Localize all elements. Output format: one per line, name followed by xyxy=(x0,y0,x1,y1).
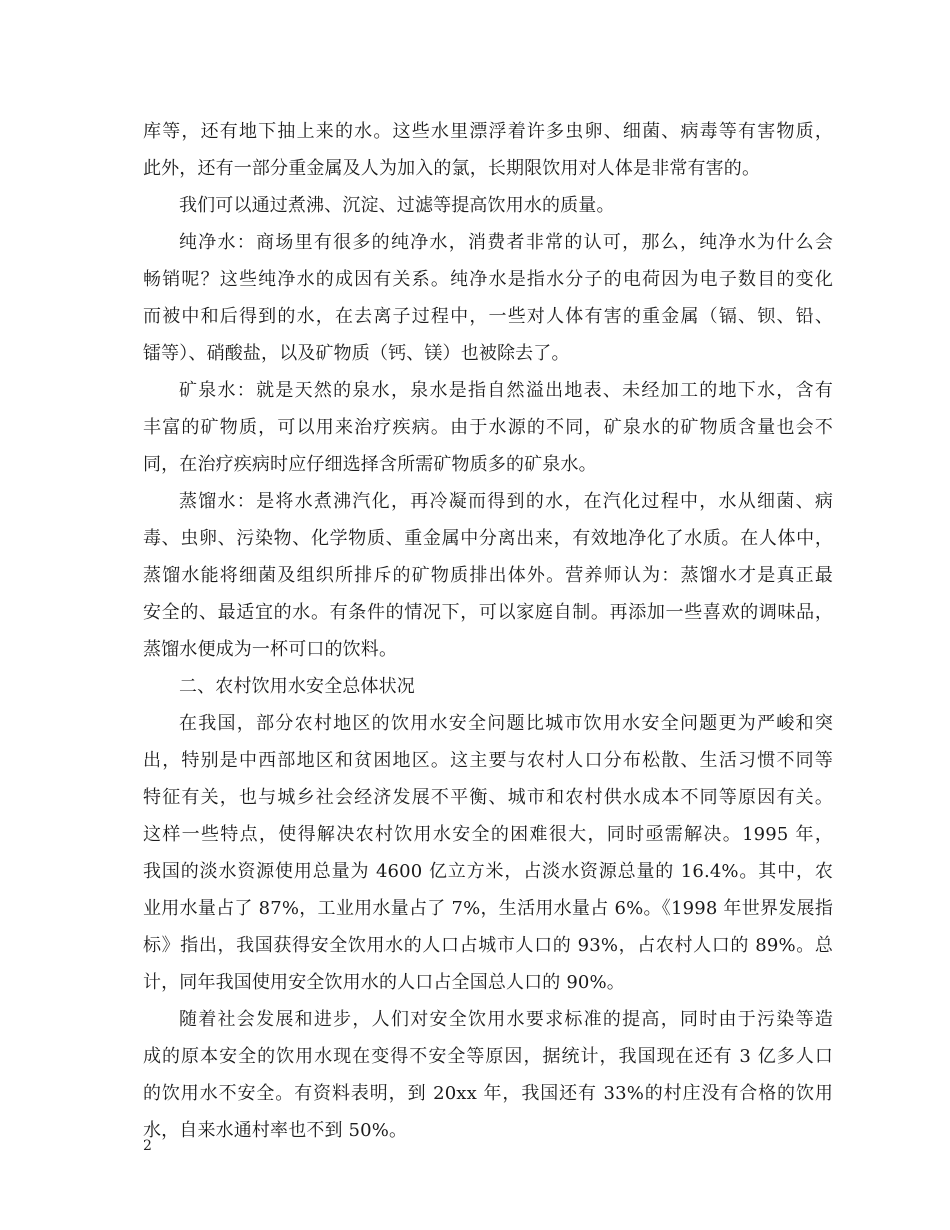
paragraph-statistics xyxy=(143,1001,833,1149)
text-line: 库等，还有地下抽上来的水。这些水里漂浮着许多虫卵、细菌、病毒等有害物质， xyxy=(143,121,833,142)
text-line: 水，自来水通村率也不到 50%。 xyxy=(143,1120,408,1141)
text-line: 而被中和后得到的水，在去离子过程中，一些对人体有害的重金属（镉、钡、铅、 xyxy=(143,306,833,327)
text-line: 此外，还有一部分重金属及人为加入的氯，长期限饮用对人体是非常有害的。 xyxy=(143,158,761,179)
text-line: 随着社会发展和进步，人们对安全饮用水要求标准的提高，同时由于污染等造 xyxy=(179,1009,833,1030)
body-text xyxy=(143,113,833,1149)
page-number: 2 xyxy=(143,1138,152,1154)
text-line: 纯净水：商场里有很多的纯净水，消费者非常的认可，那么，纯净水为什么会 xyxy=(179,232,833,253)
text-line: 蒸馏水能将细菌及组织所排斥的矿物质排出体外。营养师认为：蒸馏水才是真正最 xyxy=(143,565,833,586)
paragraph-rural-overview xyxy=(143,705,833,1001)
text-line: 蒸馏水：是将水煮沸汽化，再冷凝而得到的水，在汽化过程中，水从细菌、病 xyxy=(179,491,833,512)
text-line: 镭等）、硝酸盐，以及矿物质（钙、镁）也被除去了。 xyxy=(143,343,570,364)
text-line: 出，特别是中西部地区和贫困地区。这主要与农村人口分布松散、生活习惯不同等 xyxy=(143,750,833,771)
text-line: 丰富的矿物质，可以用来治疗疾病。由于水源的不同，矿泉水的矿物质含量也会不 xyxy=(143,417,833,438)
text-line: 在我国，部分农村地区的饮用水安全问题比城市饮用水安全问题更为严峻和突 xyxy=(179,713,833,734)
text-line: 蒸馏水便成为一杯可口的饮料。 xyxy=(143,639,398,660)
paragraph-distilled-water xyxy=(143,483,833,668)
text-line: 业用水量占了 87%，工业用水量占了 7%，生活用水量占 6%。《1998 年世界发展指 xyxy=(143,898,833,919)
text-line: 同，在治疗疾病时应仔细选择含所需矿物质多的矿泉水。 xyxy=(143,454,597,475)
text-line: 计，同年我国使用安全饮用水的人口占全国总人口的 90%。 xyxy=(143,972,625,993)
section-heading xyxy=(143,668,833,705)
paragraph-mineral-water xyxy=(143,372,833,483)
text-line: 这样一些特点，使得解决农村饮用水安全的困难很大，同时亟需解决。1995 年， xyxy=(143,824,833,845)
text-line: 成的原本安全的饮用水现在变得不安全等原因，据统计，我国现在还有 3 亿多人口 xyxy=(143,1046,833,1067)
text-line: 我们可以通过煮沸、沉淀、过滤等提高饮用水的质量。 xyxy=(179,195,615,216)
text-line: 畅销呢？这些纯净水的成因有关系。纯净水是指水分子的电荷因为电子数目的变化 xyxy=(143,269,833,290)
section-heading-text: 二、农村饮用水安全总体状况 xyxy=(179,676,415,697)
paragraph-pure-water xyxy=(143,224,833,372)
paragraph xyxy=(143,187,833,224)
text-line: 标》指出，我国获得安全饮用水的人口占城市人口的 93%，占农村人口的 89%。总 xyxy=(143,935,833,956)
text-line: 毒、虫卵、污染物、化学物质、重金属中分离出来，有效地净化了水质。在人体中， xyxy=(143,528,833,549)
text-line: 安全的、最适宜的水。有条件的情况下，可以家庭自制。再添加一些喜欢的调味品， xyxy=(143,602,833,623)
text-line: 矿泉水：就是天然的泉水，泉水是指自然溢出地表、未经加工的地下水，含有 xyxy=(179,380,833,401)
text-line: 特征有关，也与城乡社会经济发展不平衡、城市和农村供水成本不同等原因有关。 xyxy=(143,787,833,808)
text-line: 我国的淡水资源使用总量为 4600 亿立方米，占淡水资源总量的 16.4%。其中，农 xyxy=(143,861,833,882)
text-line: 的饮用水不安全。有资料表明，到 20xx 年，我国还有 33%的村庄没有合格的饮用 xyxy=(143,1083,833,1104)
paragraph xyxy=(143,113,833,187)
